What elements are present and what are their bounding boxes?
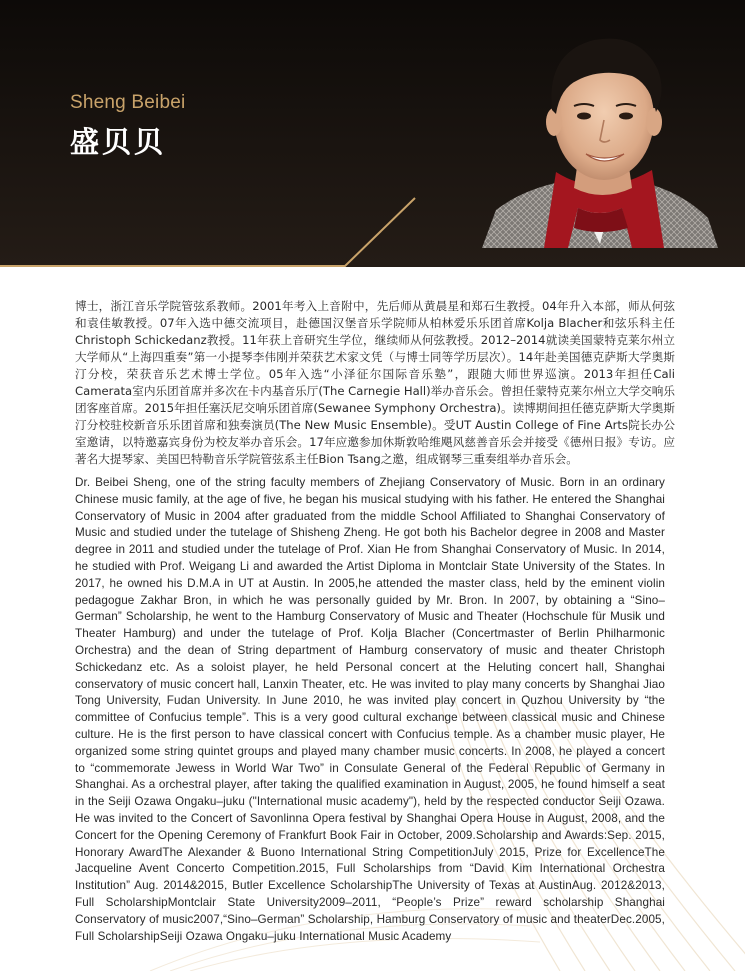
biography-chinese: 博士，浙江音乐学院管弦系教师。2001年考入上音附中，先后师从黄晨星和郑石生教授。04年升入本部，师从何弦和袁佳敏教授。07年入选中德交流项目，赴德国汉堡音乐学院师从柏林爱乐乐团首席Kolja Blacher和弦乐科主任Christoph Schickedanz教授。11年获上音研究生学位，继续师从何弦教授。2012–2014就读美国蒙特克莱尔州立大学师从“上海四重奏”第一小提琴李伟刚并荣获艺术家文凭（与博士同等学历层次）。14年赴美国德克萨斯大学奥斯汀分校，荣获音乐艺术博士学位。05年入选“小泽征尔国际音乐塾”，跟随大师世界巡演。2013年担任Cali Camerata室内乐团首席并多次在卡内基音乐厅(The Carnegie Hall)举办音乐会。曾担任蒙特克莱尔州立大学交响乐团客座首席。2015年担任塞沃尼交响乐团首席(Sewanee Symphony Orchestra)。读博期间担任德克萨斯大学奥斯汀分校驻校新音乐乐团首席和独奏演员(The New Music Ensemble)。受UT Austin College of Fine Arts院长办公室邀请，以特邀嘉宾身份为校友举办音乐会。17年应邀参加休斯敦哈维飓风慈善音乐会并接受《德州日报》专访。应著名大提琴家、美国巴特勒音乐学院管弦系主任Bion Tsang之邀，组成钢琴三重奏组举办音乐会。 xyxy=(75,299,675,466)
name-english: Sheng Beibei xyxy=(70,92,186,113)
name-chinese: 盛贝贝 xyxy=(70,125,167,159)
header-banner xyxy=(0,0,745,267)
biography-english: Dr. Beibei Sheng, one of the string faculty members of Zhejiang Conservatory of Music. Born in an ordinary Chinese music family, at the age of five, he began his musical studying with his father. He entered the Shanghai Conservatory of Music in 2004 after graduated from the middle School Affiliated to Shanghai Conservatory of Music and studied under the tutelage of Shisheng Zheng. He got both his Bachelor degree in 2008 and Master degree in 2011 and studied under the tutelage of Prof. Xian He from Shanghai Conservatory of Music. In 2014, he studied with Prof. Weigang Li and awarded the Artist Diploma in Montclair State University of the States. In 2017, he owned his D.M.A in UT at Austin. In 2005,he attended the master class, held by the eminent violin pedagogue Zakhar Bron, in which he was personally guided by Mr. Bron. In 2007, by obtaining a “Sino–German” Scholarship, he went to the Hamburg Conservatory of Music and Theater (Hochschule für Musik und Theater Hamburg) and under the tutelage of Prof. Kolja Blacher (Concertmaster of Berlin Philharmonic Orchestra) and the dean of String department of Hamburg conservatory of music and theater Christoph Schickedanz etc. As a soloist player, he held Personal concert at the Heluting concert hall, Shanghai conservatory of music concert hall, Lanxin Theater, etc. He was invited to play many concerts by Shanghai Jiao Tong University, Fudan University. In June 2010, he was invited play concert in Quzhou University by “the committee of Confucius temple”. This is a very good cultural exchange between classical music and Chinese culture. He is the first person to have classical concert with Confucius temple. As a chamber music player, He organized some string quintet groups and played many chamber music concerts. In 2008, he played a concert to “commemorate Jewess in World War Two” in Consulate General of the Federal Republic of Germany in Shanghai. As a orchestral player, after taking the qualified examination in August, 2005, he found himself a seat in the Seiji Ozawa Ongaku–juku ("International music academy"), held by the respected conductor Seiji Ozawa. He was invited to the Concert of Savonlinna Opera festival by Shanghai Opera House in August, 2008, and the Concert for the Opening Ceremony of Frankfurt Book Fair in October, 2009.Scholarship and Awards:Sep. 2015, Honorary AwardThe Alexander & Buono International String CompetitionJuly 2015, Prize for ExcellenceThe Jacqueline Avent Concerto Competition.2015, Full Scholarships from “David Kim International Orchestra Institution” Aug. 2014&2015, Butler Excellence ScholarshipThe University of Texas at AustinAug. 2012&2013, Full ScholarshipMontclair State University2009–2011, “People’s Prize” reward scholarship Shanghai Conservatory of music2007,“Sino–German” Scholarship, Hamburg Conservatory of music and theaterDec.2005, Full ScholarshipSeiji Ozawa Ongaku–juku International Music Academy xyxy=(75,476,665,943)
portrait-photo xyxy=(482,22,718,248)
